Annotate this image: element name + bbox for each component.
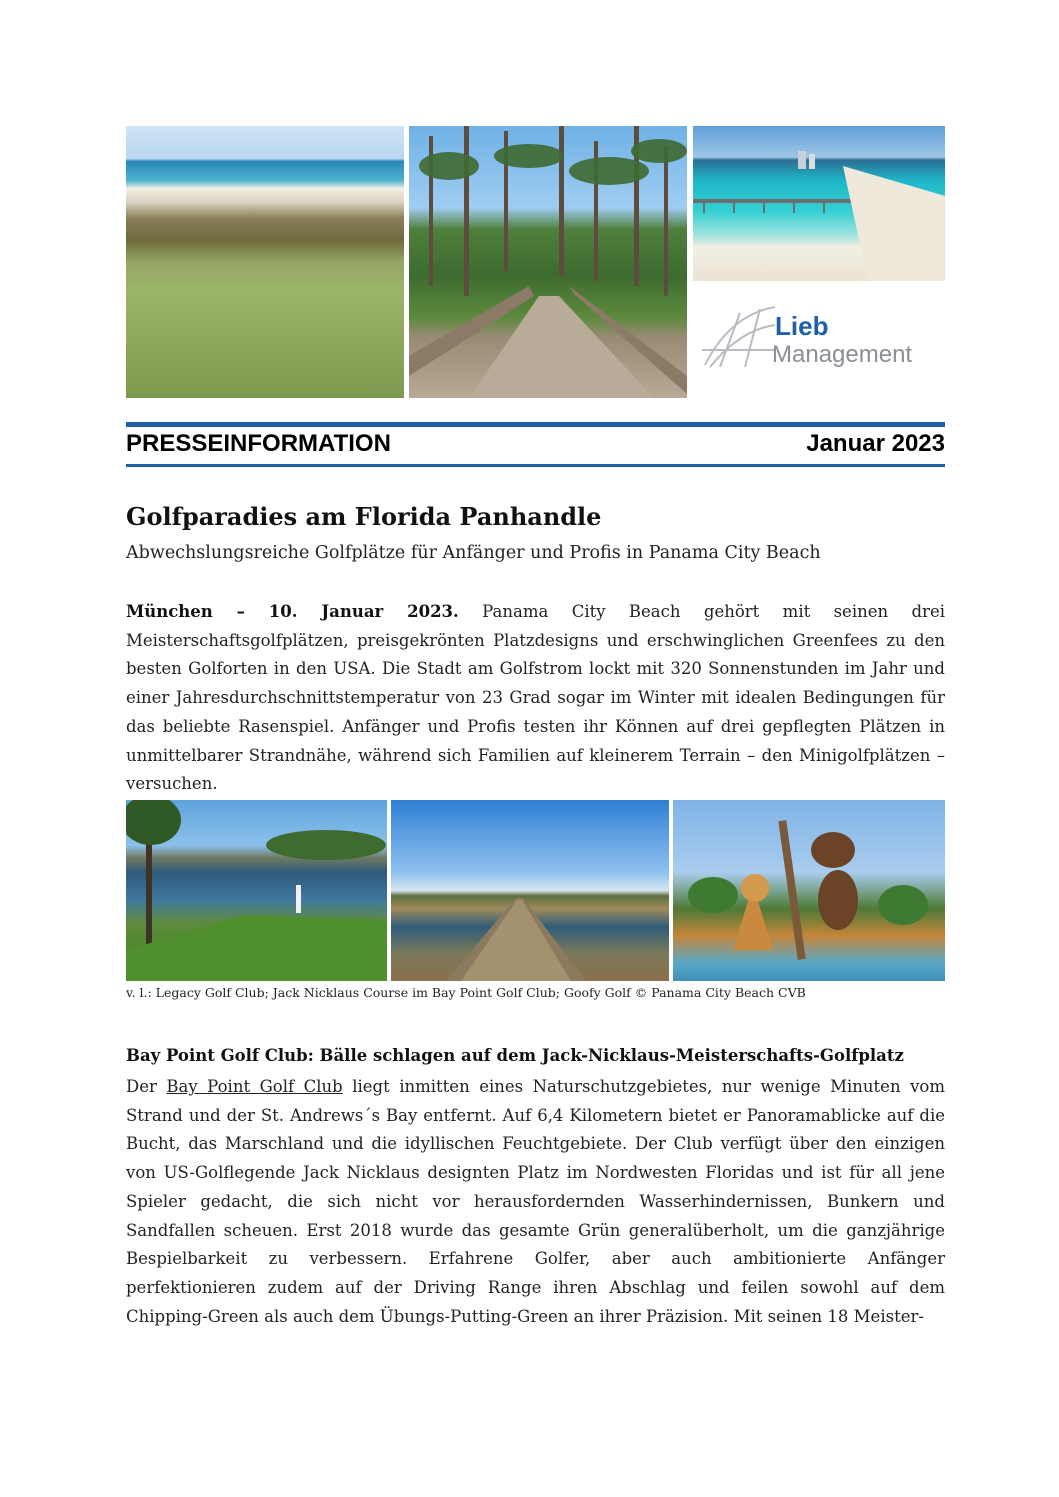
lead-dateline: München – 10. Januar 2023. bbox=[126, 602, 459, 621]
lead-body: Panama City Beach gehört mit seinen drei Meisterschaftsgolfplätzen, preisgekrönten Platzdesigns und erschwinglichen Greenfees zu den besten Golforten in den USA. Die Stadt am Golfstrom lockt mit 320 Sonnenstunden im Jahr und einer Jahresdurchschnittstemperatur von 23 Grad sogar im Winter mit idealen Bedingungen für das beliebte Rasenspiel. Anfänger und Profis testen ihr Können auf drei gepflegten Plätzen in unmittelbarer Strandnähe, während sich Familien auf kleinerem Terrain – den Minigolfplätzen – versuchen. bbox=[126, 602, 945, 794]
logo-word-management: Management bbox=[772, 341, 913, 368]
lead-paragraph bbox=[126, 598, 945, 799]
section-heading: Bay Point Golf Club: Bälle schlagen auf dem Jack-Nicklaus-Meisterschafts-Golfplatz bbox=[126, 1046, 904, 1065]
header-rule-bottom bbox=[126, 464, 945, 467]
section-paragraph bbox=[126, 1073, 945, 1331]
press-date: Januar 2023 bbox=[806, 430, 945, 457]
photo-caption: v. l.: Legacy Golf Club; Jack Nicklaus Course im Bay Point Golf Club; Goofy Golf © Panama City Beach CVB bbox=[126, 985, 806, 1000]
photo-beach-pier bbox=[693, 126, 945, 281]
photo-forest-boardwalk bbox=[409, 126, 687, 398]
photo-goofy-golf bbox=[673, 800, 945, 981]
photo-aerial-sandbar bbox=[126, 126, 404, 398]
globe-icon bbox=[700, 305, 775, 375]
lieb-management-logo bbox=[700, 305, 945, 375]
bay-point-golf-club-link[interactable]: Bay Point Golf Club bbox=[166, 1077, 343, 1096]
header-rule-top bbox=[126, 422, 945, 427]
press-label: PRESSEINFORMATION bbox=[126, 430, 391, 457]
photo-legacy-golf-club bbox=[126, 800, 387, 981]
section-body-start: Der bbox=[126, 1077, 167, 1096]
article-title: Golfparadies am Florida Panhandle bbox=[126, 502, 602, 531]
article-subtitle: Abwechslungsreiche Golfplätze für Anfänger und Profis in Panama City Beach bbox=[126, 543, 821, 563]
logo-word-lieb: Lieb bbox=[775, 311, 829, 341]
section-body: liegt inmitten eines Naturschutzgebietes, nur wenige Minuten vom Strand und der St. Andrews´s Bay entfernt. Auf 6,4 Kilometern bietet er Panoramablicke auf die Bucht, das Marschland und die idyllischen Feuchtgebiete. Der Club verfügt über den einzigen von US-Golflegende Jack Nicklaus designten Platz im Nordwesten Floridas und ist für all jene Spieler gedacht, die sich nicht vor herausfordernden Wasserhindernissen, Bunkern und Sandfallen scheuen. Erst 2018 wurde das gesamte Grün generalüberholt, um die ganzjährige Bespielbarkeit zu verbessern. Erfahrene Golfer, aber auch ambitionierte Anfänger perfektionieren zudem auf der Driving Range ihren Abschlag und feilen sowohl auf dem Chipping-Green als auch dem Übungs-Putting-Green an ihrer Präzision. Mit seinen 18 Meister- bbox=[126, 1077, 945, 1326]
photo-bay-point-boardwalk bbox=[391, 800, 669, 981]
